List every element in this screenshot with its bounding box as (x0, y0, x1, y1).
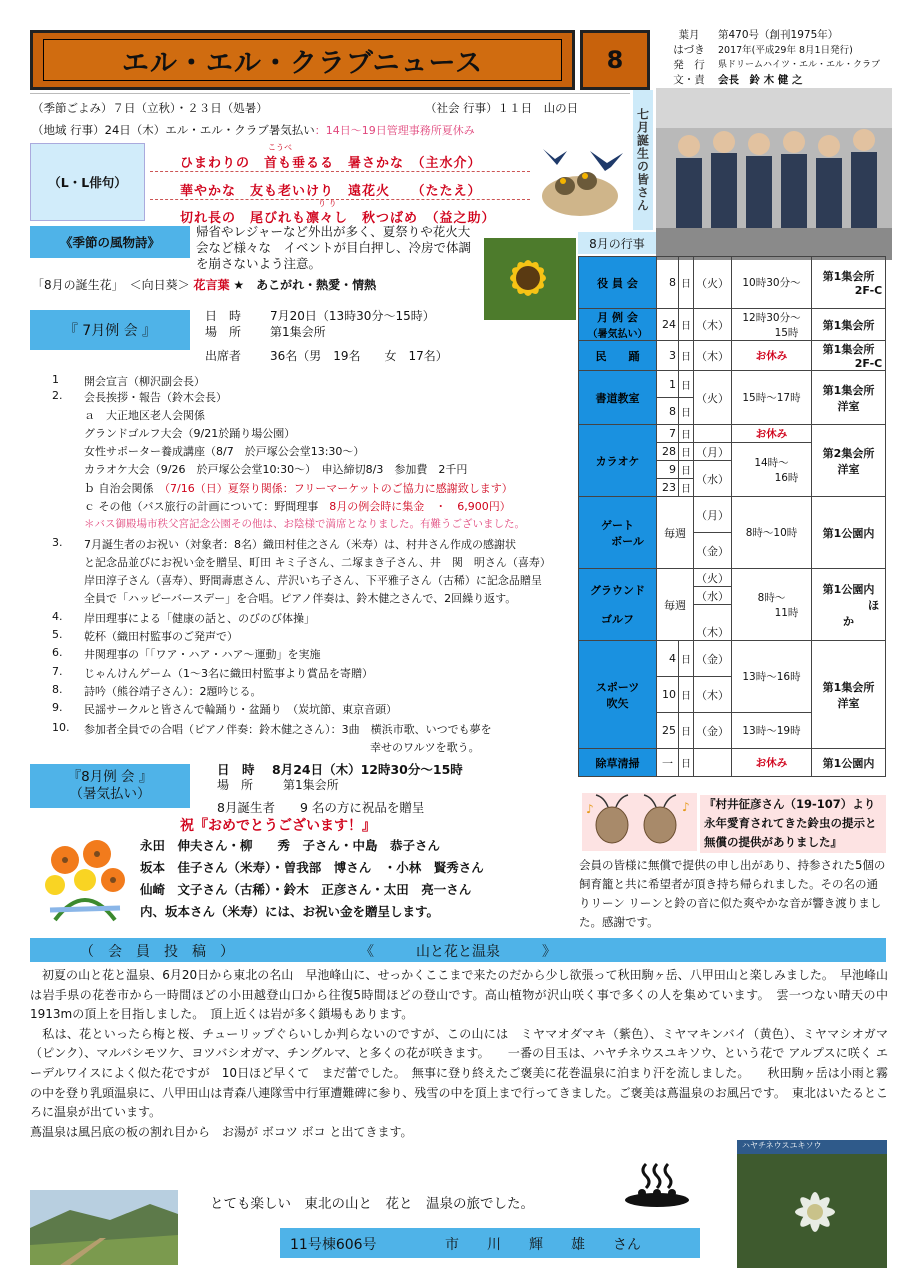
place (812, 257, 886, 309)
member-post-label: （ 会 員 投 稿 ） (80, 944, 234, 960)
haiku-rule (150, 171, 530, 172)
weekday (694, 425, 732, 443)
place-extra: ほか (843, 598, 879, 628)
day-unit: 日 (679, 443, 694, 461)
place (812, 341, 886, 371)
flower-language: ★ あこがれ・熱愛・情熱 (233, 278, 377, 292)
agenda-text: 岸田淳子さん（喜寿）、野間壽恵さん、芹沢いち子さん、下平雅子さん（古稀）に記念品贈呈 (84, 574, 542, 587)
agenda-number: 3. (52, 536, 63, 549)
event-sports-blowgun (579, 641, 657, 749)
schedule-row (579, 341, 886, 371)
time: 13時〜16時 (732, 641, 812, 713)
event-sub: 吹矢 (606, 696, 629, 710)
agenda-number: 1 (52, 373, 59, 386)
agenda-item (52, 590, 516, 606)
day: 3 (657, 341, 679, 371)
place-room: 洋室 (837, 399, 860, 413)
agenda-text: 参加者全員での合唱（ピアノ伴奏：鈴木健之さん）：3曲 横浜市歌、いつでも夢を (84, 723, 492, 736)
august-date-key: 日 時 (217, 762, 255, 777)
newsletter-title: エル・エル・クラブニュース (121, 47, 484, 79)
day-unit: 日 (679, 341, 694, 371)
place-room: 2F-C (854, 357, 883, 370)
agenda-number: 6. (52, 646, 63, 659)
post-paragraph-3: 蔦温泉は風呂底の板の割れ目から お湯が ボコツ ボコ と出てきます。 (30, 1124, 413, 1139)
place-name: 第1集会所 (822, 343, 875, 356)
time (732, 443, 812, 497)
weekday: （木） (694, 309, 732, 341)
time: お休み (732, 749, 812, 777)
time: 15時〜17時 (732, 371, 812, 425)
august-place: 第1集会所 (283, 778, 339, 792)
agenda-item (52, 498, 511, 514)
place-name: 第1公園内 (822, 582, 875, 596)
birthday-names-2: 坂本 佳子さん（米寿）・曽我部 博さん ・小林 賢秀さん (140, 860, 484, 875)
meta-month-reading: はづき (673, 44, 705, 56)
weekday: （月） (694, 497, 732, 533)
haiku-rule (150, 199, 530, 200)
agenda-item (52, 683, 262, 699)
day-unit: 日 (679, 677, 694, 713)
agenda-item (52, 554, 551, 570)
agenda-text: 民謡サークルと皆さんで輪踊り・盆踊り （炭坑節、東京音頭） (84, 703, 398, 716)
congratulations: 祝『おめでとうございます！』 (180, 818, 376, 834)
haiku-line-1: ひまわりの 首も垂るる 暑さかな （主水介） (180, 156, 482, 171)
seasonal-label: 《季節の風物詩》 (30, 226, 190, 258)
time: お休み (732, 341, 812, 371)
frequency: 毎週 (657, 569, 694, 641)
day-unit: 日 (679, 479, 694, 497)
weekday: （水） (694, 587, 732, 605)
agenda-item (52, 739, 480, 755)
haiku-ruby-1: こうべ (268, 143, 292, 152)
time-start: 8時〜 (757, 591, 786, 604)
day-unit: 日 (679, 398, 694, 425)
meta-publisher-key: 発 行 (673, 59, 705, 71)
july-meeting-label: 『 7月例 会 』 (30, 310, 190, 350)
day: 28 (657, 443, 679, 461)
agenda-text: 女性サポーター養成講座（8/7 於戸塚公会堂13:30〜） (84, 445, 365, 458)
frequency: 毎週 (657, 497, 694, 569)
hot-spring-icon (620, 1160, 695, 1210)
birthday-flower-prefix: 「8月の誕生花」 ＜向日葵＞ (32, 278, 190, 292)
agenda-item (52, 389, 227, 405)
season-local-suffix: ：14日〜19日管理事務所夏休み (314, 124, 475, 137)
issue-number: 8 (606, 46, 624, 74)
schedule-row (579, 641, 886, 677)
time: 8時〜10時 (732, 497, 812, 569)
weekday: （月） (694, 443, 732, 461)
august-birthday: 8月誕生者 9 名の方に祝品を贈呈 (217, 800, 425, 815)
post-closing: とても楽しい 東北の山と 花と 温泉の旅でした。 (210, 1196, 534, 1212)
event-sub: （暑気払い） (587, 329, 648, 340)
event-officers: 役 員 会 (579, 257, 657, 309)
agenda-item (52, 572, 542, 588)
agenda-text: 幸せのワルツを歌う。 (84, 741, 480, 754)
day: 24 (657, 309, 679, 341)
agenda-item (52, 480, 513, 496)
author-box (280, 1228, 700, 1258)
weekday: （金） (694, 713, 732, 749)
edelweiss-label: ハヤチネウスユキソウ (742, 1141, 822, 1150)
weekday: （火） (694, 569, 732, 587)
bell-cricket-illustration (582, 793, 697, 851)
day: 23 (657, 479, 679, 497)
place: 第1公園内 (812, 749, 886, 777)
weekday: （金） (694, 641, 732, 677)
post-paragraph-2: 私は、花といったら梅と桜、チューリップぐらいしか判らないのですが、この山には ミヤマオダマキ（紫色）、ミヤマキンバイ（黄色）、ミヤマシオガマ（ピンク）、マルバシモツケ、ヨツバシオガマ、チングルマ、と多くの花が咲きます。 一番の目玉は、ハヤチネウスユキソウ、という花で アルプスに咲く エーデルワイスによく似た花ですが 10日ほど早くて まだ蕾でした。 無事に登り終えたご褒美に花巻温泉に泊まり汗を流しました。 秋田駒ヶ岳は小雨と霧の中を登り乳頭温泉に、八甲田山は青森八連隊雪中行軍遭難碑に参り、残雪の中を頂上まで行ってきました。ご褒美は蔦温泉のお風呂です。 東北はいたるところに温泉が出ています。 (30, 1026, 888, 1120)
agenda-text: ｃ その他（バス旅行の計画について：野間理事 (84, 500, 330, 513)
august-label-1: 『8月例 会 』 (67, 769, 153, 785)
schedule-table (578, 256, 886, 777)
haiku-ruby-3: り り (318, 199, 337, 208)
weekday: （火） (694, 371, 732, 425)
birthday-names-1: 永田 伸夫さん・柳 秀 子さん・中島 恭子さん (140, 838, 441, 853)
time-end: 16時 (774, 471, 799, 484)
august-label-2: （暑気払い） (69, 786, 151, 802)
place-name: 第1集会所 (822, 383, 875, 397)
time: 13時〜19時 (732, 713, 812, 749)
weekday: （木） (694, 341, 732, 371)
edelweiss-photo (737, 1140, 887, 1268)
meta-publisher: 県ドリームハイツ・エル・エル・クラブ (718, 60, 881, 70)
place (812, 569, 886, 641)
event-calligraphy: 書道教室 (579, 371, 657, 425)
event-sub: ボール (611, 534, 644, 548)
schedule-row (579, 425, 886, 443)
schedule-row (579, 257, 886, 309)
event-folk-dance: 民 踊 (579, 341, 657, 371)
time (732, 309, 812, 341)
weekday: （木） (694, 605, 732, 641)
event-weeding: 除草清掃 (579, 749, 657, 777)
day: 25 (657, 713, 679, 749)
season-social: （社会 行事）１１日 山の日 (425, 101, 579, 115)
agenda-item (52, 461, 467, 477)
agenda-number: 5. (52, 628, 63, 641)
agenda-number: 2. (52, 389, 63, 402)
agenda-item (52, 646, 321, 662)
title-inner (43, 39, 562, 81)
day: 8 (657, 398, 679, 425)
agenda-item (52, 701, 397, 717)
meta-editor-key: 文・責 (673, 74, 705, 86)
time-start: 14時〜 (754, 456, 789, 469)
haiku-label: （L・L俳句） (30, 143, 145, 221)
svg-text:♪: ♪ (586, 802, 594, 816)
agenda-item (52, 610, 315, 626)
agenda-item (52, 425, 295, 441)
agenda-notice: ＊バス御殿場市秩父宮記念公園その他は、お陰様で満席となりました。有難うございました。 (84, 518, 525, 530)
meta-month: 葉月 (678, 29, 700, 41)
event-monthly-meeting (579, 309, 657, 341)
meta-date: 2017年(平成29年 8月1日発行) (718, 45, 853, 56)
member-post-body (30, 966, 901, 1142)
place: 第1公園内 (812, 497, 886, 569)
place (812, 425, 886, 497)
day-unit: 日 (679, 371, 694, 398)
agenda-text: じゃんけんゲーム（1〜3名に織田村監事より賞品を寄贈） (84, 667, 373, 680)
place-room: 洋室 (837, 462, 860, 476)
agenda-item (52, 536, 516, 552)
july-attendees-key: 出席者 (205, 349, 242, 363)
season-local (32, 122, 475, 138)
day-unit: 日 (679, 461, 694, 479)
event-karaoke: カラオケ (579, 425, 657, 497)
day-unit: 日 (679, 749, 694, 777)
schedule-row (579, 371, 886, 398)
agenda-text: 井関理事の「「ワア・ハア・ハア〜運動」を実施 (84, 648, 321, 661)
event-name: 月 例 会 (597, 311, 638, 324)
place (812, 641, 886, 749)
agenda-number: 4. (52, 610, 63, 623)
event-sub: ゴルフ (601, 613, 634, 626)
agenda-text: 岸田理事による「健康の話と、のびのび体操」 (84, 612, 315, 625)
day-unit: 日 (679, 713, 694, 749)
event-name: ゲート (601, 518, 634, 532)
july-date: 7月20日（13時30分〜15時） (270, 309, 435, 323)
agenda-item (52, 407, 205, 423)
bell-cricket-title: 『村井征彦さん（19-107）より永年愛育されてきた鈴虫の提示と無償の提供がありました』 (700, 795, 886, 853)
divider (30, 93, 630, 94)
agenda-text: ｂ 自治会関係 (84, 482, 165, 495)
event-gateball (579, 497, 657, 569)
birthday-names-3: 仙崎 文子さん（古稀）・鈴木 正彦さん・太田 亮一さん (140, 882, 472, 897)
place-room: 2F-C (854, 284, 883, 297)
august-date: 8月24日（木）12時30分〜15時 (272, 762, 463, 777)
place-name: 第1集会所 (822, 270, 875, 283)
event-name: グラウンド (590, 584, 645, 597)
flower-language-label: 花言葉 (193, 278, 230, 292)
mountain-photo (30, 1190, 178, 1265)
agenda-note: （7/16（日）夏祭り関係：フリーマーケットのご協力に感謝致します） (164, 482, 513, 495)
day: 8 (657, 257, 679, 309)
season-local-prefix: （地域 行事）24日（木）エル・エル・クラブ暑気払い (32, 123, 315, 137)
time-end: 15時 (774, 326, 799, 339)
seasonal-text: 帰省やレジャーなど外出が多く、夏祭りや花火大会など様々な イベントが目白押し、冷房で体調を崩さないよう注意。 (196, 224, 472, 271)
time: お休み (732, 425, 812, 443)
agenda-text: 全員で「ハッピーバースデー」を合唱。ピアノ伴奏は、鈴木健之さんで、2回繰り返す。 (84, 592, 517, 605)
agenda-text: カラオケ大会（9/26 於戸塚公会堂10:30〜） 申込締切8/3 参加費 2千円 (84, 463, 468, 476)
place: 第1集会所 (812, 309, 886, 341)
weekday (694, 749, 732, 777)
agenda-note: 8月の例会時に集金 ・ 6,900円） (329, 500, 511, 513)
time: 10時30分〜 (732, 257, 812, 309)
agenda-item (52, 628, 238, 644)
day: 4 (657, 641, 679, 677)
post-paragraph-1: 初夏の山と花と温泉、6月20日から東北の名山 早池峰山に、せっかくここまで来たのだから少し欲張って秋田駒ヶ岳、八甲田山と楽しみました。 早池峰山は岩手県の花巻市から一時間ほどの小田越登山口から往復5時間ほどの登山です。高山植物が沢山咲く事で多くの人を集めています。 雲一つない晴天の中 1913mの頂上を目指しました。 頂上近くは岩が多く鎖場もあります。 (30, 968, 901, 1022)
day: 一 (657, 749, 679, 777)
day-unit: 日 (679, 309, 694, 341)
day-unit: 日 (679, 641, 694, 677)
event-ground-golf (579, 569, 657, 641)
agenda-text: ａ 大正地区老人会関係 (84, 409, 205, 422)
day: 10 (657, 677, 679, 713)
schedule-row (579, 497, 886, 533)
haiku-line-3: 切れ長の 尾びれも凛々し 秋つばめ （益之助） (180, 211, 496, 226)
schedule-row (579, 749, 886, 777)
agenda-number: 7. (52, 665, 63, 678)
day: 9 (657, 461, 679, 479)
place-room: 洋室 (837, 696, 860, 710)
july-birthday-vertical-label: 七月誕生の皆さん (633, 90, 653, 230)
agenda-text: 会長挨拶・報告（鈴木会長） (84, 391, 227, 404)
july-place: 第1集会所 (270, 325, 326, 339)
day: 7 (657, 425, 679, 443)
day: 1 (657, 371, 679, 398)
agenda-text: 乾杯（織田村監事のご発声で） (84, 630, 238, 643)
agenda-text: 詩吟（熊谷靖子さん）：2題吟じる。 (84, 685, 262, 698)
agenda-text: 開会宣言（柳沢副会長） (84, 375, 205, 388)
weekday: （金） (694, 533, 732, 569)
time-start: 12時30分〜 (742, 311, 801, 324)
august-place-key: 場 所 (217, 778, 254, 792)
birthday-group-photo (656, 88, 892, 260)
title-box (30, 30, 575, 90)
august-meeting-label (30, 764, 190, 808)
agenda-item (52, 373, 205, 389)
haiku-line-2: 華やかな 友も老いけり 遠花火 （たたえ） (180, 184, 482, 199)
place-name: 第1集会所 (822, 680, 875, 694)
day-unit: 日 (679, 257, 694, 309)
svg-text:♪: ♪ (682, 800, 690, 814)
agenda-text: 7月誕生者のお祝い（対象者：8名）織田村佳之さん（米寿）は、村井さん作成の感謝状 (84, 538, 516, 551)
meta-issue: 第470号（創刊1975年） (718, 29, 839, 41)
weekday: （水） (694, 461, 732, 497)
day-unit: 日 (679, 425, 694, 443)
agenda-text: と記念品並びにお祝い金を贈呈、町田 キミ子さん、二塚まき子さん、井 関 明さん（喜寿） (84, 556, 551, 569)
july-date-key: 日 時 (205, 309, 242, 323)
weekday: （木） (694, 677, 732, 713)
birthday-flower (32, 276, 376, 293)
agenda-item (52, 665, 373, 681)
july-attendees: 36名（男 19名 女 17名） (270, 349, 448, 363)
agenda-item (52, 516, 525, 531)
agenda-number: 9. (52, 701, 63, 714)
author-name: 市 川 輝 雄 さん (445, 1237, 641, 1253)
birthday-names-4: 内、坂本さん（米寿）には、お祝い金を贈呈します。 (140, 904, 440, 919)
agenda-item (52, 721, 492, 737)
agenda-number: 8. (52, 683, 63, 696)
swallows-illustration (535, 141, 625, 221)
season-koyomi: （季節ごよみ）７日（立秋）・２３日（処暑） (32, 101, 268, 115)
bell-cricket-text: 会員の皆様に無償で提供の申し出があり、持参された5個の飼育籠と共に希望者が頂き持ち帰られました。その名の通りリーン リーンと鈴の音に似た爽やかな音が響き渡りました。感謝です。 (579, 858, 886, 929)
agenda-text: グランドゴルフ大会（9/21於踊り場公園） (84, 427, 296, 440)
agenda-item (52, 443, 364, 459)
event-name: スポーツ (595, 680, 640, 694)
member-post-header (30, 938, 886, 962)
member-post-title: 《 山と花と温泉 》 (360, 944, 556, 960)
masthead-meta (660, 28, 890, 88)
time (732, 569, 812, 641)
weekday: （火） (694, 257, 732, 309)
meta-editor: 会長 鈴 木 健 之 (718, 74, 803, 86)
july-place-key: 場 所 (205, 325, 242, 339)
flower-bouquet-image (35, 830, 135, 925)
author-unit: 11号棟606号 (290, 1237, 377, 1253)
place-name: 第2集会所 (822, 446, 875, 460)
agenda-number: 10. (52, 721, 70, 734)
sunflower-image (484, 238, 576, 320)
time-end: 11時 (774, 606, 799, 619)
issue-box (580, 30, 650, 90)
schedule-row (579, 309, 886, 341)
august-events-label: 8月の行事 (578, 232, 656, 254)
place (812, 371, 886, 425)
schedule-row (579, 569, 886, 587)
